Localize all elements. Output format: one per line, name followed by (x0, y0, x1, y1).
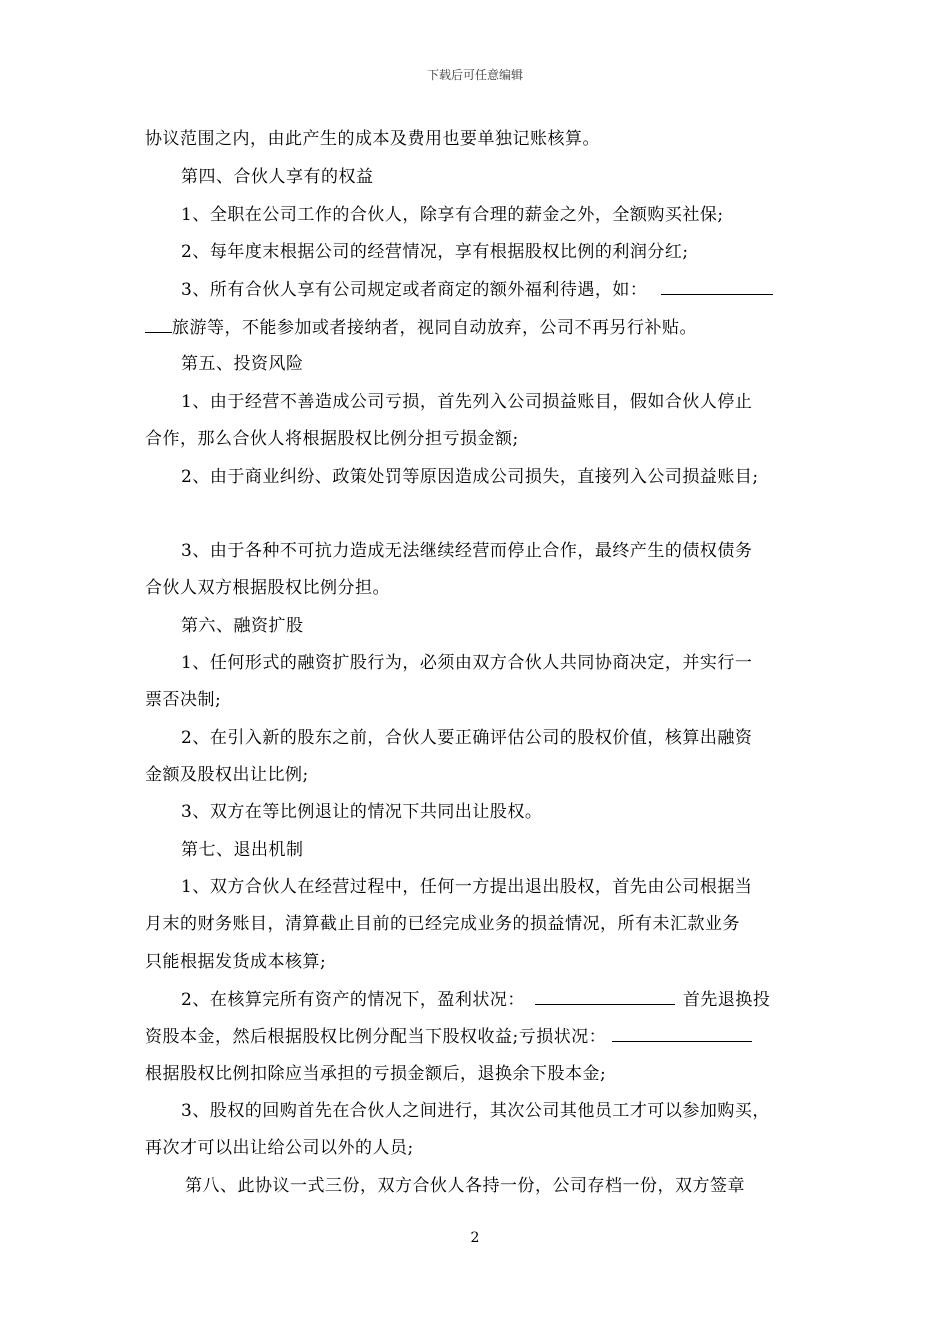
fill-in-blank[interactable] (145, 316, 172, 333)
fill-in-blank[interactable] (535, 988, 675, 1005)
fill-in-blank[interactable] (661, 278, 773, 295)
paragraph-line: 票否决制; (145, 690, 222, 710)
page-header: 下载后可任意编辑 (426, 68, 523, 82)
paragraph-line (145, 316, 697, 339)
paragraph-line: 1、由于经营不善造成公司亏损，首先列入公司损益账目，假如合伙人停止 (181, 392, 753, 412)
paragraph-line: 1、双方合伙人在经营过程中，任何一方提出退出股权，首先由公司根据当 (181, 877, 753, 897)
section-heading-5: 第五、投资风险 (181, 354, 304, 374)
paragraph-line: 2、由于商业纠纷、政策处罚等原因造成公司损失，直接列入公司损益账目; (181, 467, 759, 487)
paragraph-line: 1、全职在公司工作的合伙人，除享有合理的薪金之外，全额购买社保; (181, 205, 724, 225)
paragraph-line: 合伙人双方根据股权比例分担。 (145, 578, 390, 598)
section-heading-4: 第四、合伙人享有的权益 (181, 167, 374, 187)
section-heading-8: 第八、此协议一式三份，双方合伙人各持一份，公司存档一份，双方签章 (185, 1176, 745, 1196)
paragraph-line: 根据股权比例扣除应当承担的亏损金额后，退换余下股本金; (145, 1064, 607, 1084)
paragraph-text: 2、在核算完所有资产的情况下，盈利状况： (181, 990, 525, 1010)
paragraph-line: 只能根据发货成本核算; (145, 952, 327, 972)
page-number: 2 (470, 1230, 480, 1246)
paragraph-text: 首先退换投 (682, 990, 771, 1010)
paragraph-line: 3、双方在等比例退让的情况下共同出让股权。 (181, 802, 543, 822)
paragraph-line: 3、由于各种不可抗力造成无法继续经营而停止合作，最终产生的债权债务 (181, 541, 753, 561)
section-heading-7: 第七、退出机制 (181, 840, 304, 860)
paragraph-line: 3、股权的回购首先在合伙人之间进行，其次公司其他员工才可以参加购买， (181, 1101, 770, 1121)
paragraph-line: 合作，那么合伙人将根据股权比例分担亏损金额; (145, 429, 519, 449)
paragraph-line: 月末的财务账目，清算截止目前的已经完成业务的损益情况，所有未汇款业务 (145, 914, 740, 934)
paragraph-line: 再次才可以出让给公司以外的人员; (145, 1138, 414, 1158)
paragraph-line: 1、任何形式的融资扩股行为，必须由双方合伙人共同协商决定，并实行一 (181, 653, 753, 673)
paragraph-text: 3、所有合伙人享有公司规定或者商定的额外福利待遇，如： (181, 280, 648, 300)
paragraph-line: 2、每年度末根据公司的经营情况，享有根据股权比例的利润分红; (181, 242, 689, 262)
paragraph-line: 协议范围之内，由此产生的成本及费用也要单独记账核算。 (145, 129, 600, 149)
paragraph-line: 2、在引入新的股东之前，合伙人要正确评估公司的股权价值，核算出融资 (181, 728, 753, 748)
fill-in-blank[interactable] (612, 1025, 752, 1042)
paragraph-line (181, 278, 773, 301)
paragraph-line: 金额及股权出让比例; (145, 765, 309, 785)
paragraph-line (181, 988, 770, 1011)
section-heading-6: 第六、融资扩股 (181, 616, 304, 636)
paragraph-text: 旅游等，不能参加或者接纳者，视同自动放弃，公司不再另行补贴。 (172, 318, 697, 338)
paragraph-line (145, 1025, 752, 1048)
paragraph-text: 资股本金，然后根据股权比例分配当下股权收益;亏损状况： (145, 1027, 607, 1047)
